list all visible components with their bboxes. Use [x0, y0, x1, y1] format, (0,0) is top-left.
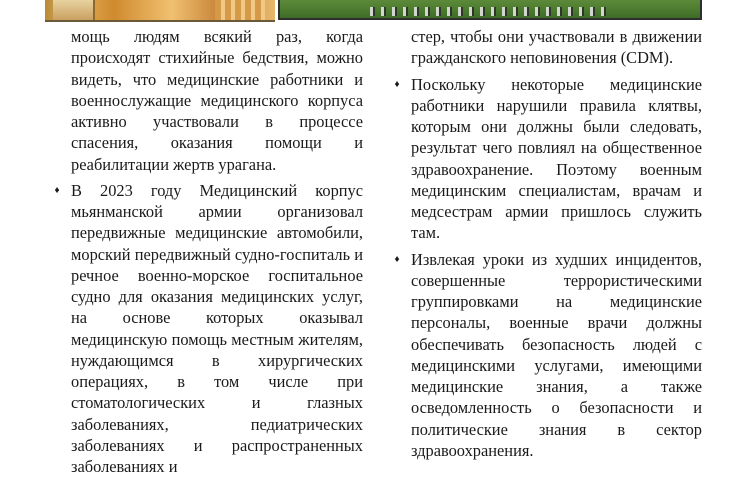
- diamond-bullet-icon: ♦: [54, 184, 60, 196]
- right-bullet-item: [390, 249, 702, 462]
- right-column: [390, 26, 702, 466]
- right-bullet-item: [390, 74, 702, 244]
- left-bullet-text: В 2023 году Медицинский корпус мьянманской армии организовал передвижные медицинские автомобили, морский передвижный судно-госпиталь и речное военно-морское госпитальное судно для оказания медицинских услуг, на основе которых оказывал медицинскую помощь местным жителям, нуждающимся в хирургических операциях, в том числе при стоматологических и глазных заболеваниях, педиатрических заболеваниях и распространенных заболеваниях и: [71, 180, 363, 476]
- photo-left: [45, 0, 275, 22]
- left-continuation-paragraph: мощь людям всякий раз, когда происходят стихийные бедствия, можно видеть, что медицинские работники и военнослужащие медицинского корпуса активно участвовали в процессе спасения, оказания помощи и реабилитации жертв урагана.: [71, 27, 363, 174]
- diamond-bullet-icon: ♦: [394, 253, 400, 265]
- right-continuation-paragraph: стер, чтобы они участвовали в движении гражданского неповиновения (CDM).: [411, 27, 702, 68]
- right-bullet-text: Извлекая уроки из худших инцидентов, совершенные террористическими группировками на медицинские персоналы, военные врачи должны обеспечивать безопасность людей с медицинскими услугами, имеющими медицинские знания, а также осведомленность о безопасности и политические знания в сектор здравоохранения.: [411, 249, 702, 460]
- right-bullet-text: Поскольку некоторые медицинские работники нарушили правила клятвы, которым они должны были следовать, результат чего повлиял на общественное здравоохранение. Поэтому военным медицинским специалистам, врачам и медсестрам армии пришлось служить там.: [411, 74, 702, 243]
- diamond-bullet-icon: ♦: [394, 78, 400, 90]
- left-column: [50, 26, 363, 482]
- left-bullet-item: [50, 180, 363, 478]
- photo-right: [278, 0, 702, 20]
